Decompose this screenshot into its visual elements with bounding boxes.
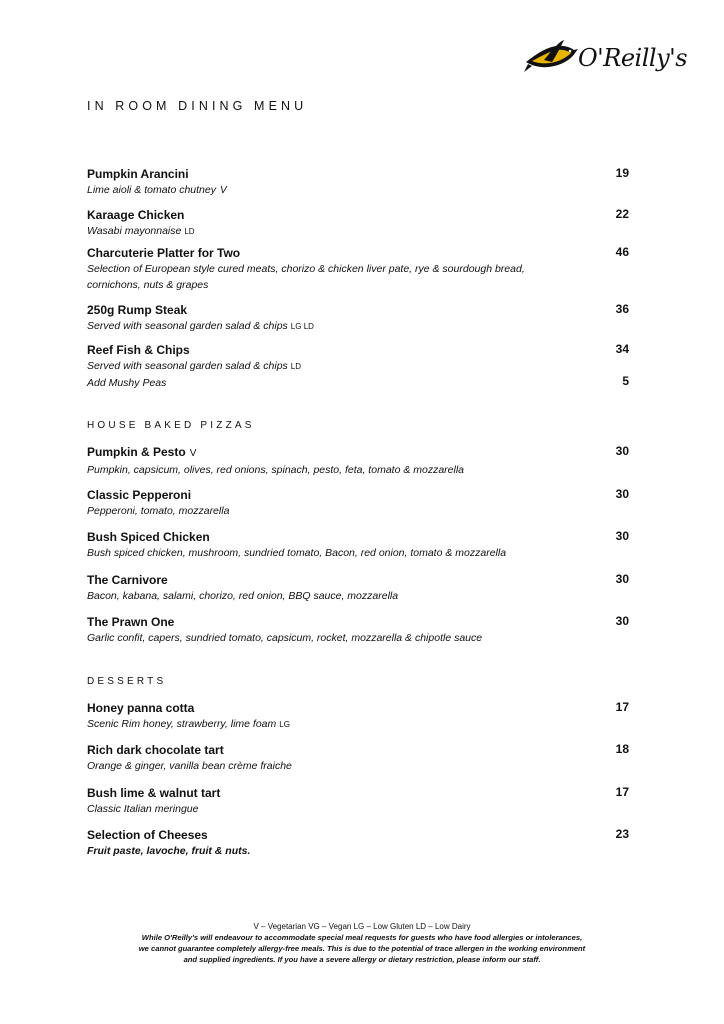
dietary-tag: LD bbox=[184, 227, 195, 236]
item-desc: Pumpkin, capsicum, olives, red onions, spinach, pesto, feta, tomato & mozzarella bbox=[87, 464, 465, 476]
item-desc: Selection of European style cured meats, chorizo & chicken liver pate, rye & sourdough bread, bbox=[87, 263, 525, 275]
item-name: 250g Rump Steak bbox=[87, 303, 188, 317]
item-name: Pumpkin & Pesto V bbox=[87, 445, 197, 459]
allergy-disclaimer-line: While O'Reilly's will endeavour to accommodate special meal requests for guests who have food allergies or intolerances, bbox=[141, 933, 583, 942]
item-desc-continued: cornichons, nuts & grapes bbox=[87, 279, 209, 291]
item-price: 36 bbox=[615, 302, 629, 316]
bird-icon bbox=[524, 38, 580, 78]
item-price: 19 bbox=[615, 166, 629, 180]
item-desc: Bacon, kabana, salami, chorizo, red onion, BBQ sauce, mozzarella bbox=[87, 590, 399, 602]
dessert-item bbox=[87, 827, 629, 859]
allergy-disclaimer-line: and supplied ingredients. If you have a severe allergy or dietary restriction, please inform our staff. bbox=[183, 955, 541, 964]
item-name: Pumpkin Arancini bbox=[87, 167, 189, 181]
item-desc: Pepperoni, tomato, mozzarella bbox=[87, 505, 230, 517]
pizza-item bbox=[87, 444, 629, 478]
pizza-item bbox=[87, 572, 629, 604]
dietary-legend: V – Vegetarian VG – Vegan LG – Low Gluten LD – Low Dairy bbox=[253, 922, 471, 931]
item-name: Bush Spiced Chicken bbox=[87, 530, 210, 544]
item-name: Classic Pepperoni bbox=[87, 488, 192, 502]
item-name: Charcuterie Platter for Two bbox=[87, 246, 241, 260]
menu-item bbox=[87, 166, 629, 199]
item-name: Honey panna cotta bbox=[87, 701, 195, 715]
item-desc: Classic Italian meringue bbox=[87, 803, 199, 815]
item-price: 22 bbox=[615, 207, 629, 221]
pizza-item bbox=[87, 614, 629, 646]
item-name: The Carnivore bbox=[87, 573, 168, 587]
brand-name: O'Reilly's bbox=[578, 44, 688, 72]
menu-item bbox=[87, 245, 629, 293]
item-price: 30 bbox=[615, 572, 629, 586]
item-name: Bush lime & walnut tart bbox=[87, 786, 221, 800]
item-name: Selection of Cheeses bbox=[87, 828, 208, 842]
addon-price: 5 bbox=[622, 374, 629, 388]
pizza-item bbox=[87, 487, 629, 519]
dietary-tag: LG bbox=[279, 720, 290, 729]
item-name: Rich dark chocolate tart bbox=[87, 743, 224, 757]
item-desc: Lime aioli & tomato chutney V bbox=[87, 184, 227, 196]
item-desc: Orange & ginger, vanilla bean crème fraiche bbox=[87, 760, 292, 772]
item-desc: Garlic confit, capers, sundried tomato, capsicum, rocket, mozzarella & chipotle sauce bbox=[87, 632, 483, 644]
item-desc: Served with seasonal garden salad & chips LD bbox=[87, 360, 302, 372]
dietary-tag: LG LD bbox=[290, 322, 314, 331]
item-price: 30 bbox=[615, 444, 629, 458]
dietary-tag: V bbox=[189, 448, 197, 459]
allergy-disclaimer-line: we cannot guarantee completely allergy-free meals. This is due to the potential of trace allergen in the working environment bbox=[138, 944, 586, 953]
menu-item bbox=[87, 207, 629, 240]
item-price: 30 bbox=[615, 614, 629, 628]
dessert-item bbox=[87, 785, 629, 817]
item-price: 17 bbox=[615, 785, 629, 799]
item-addon: Add Mushy Peas bbox=[87, 377, 167, 389]
item-price: 23 bbox=[615, 827, 629, 841]
item-name: Karaage Chicken bbox=[87, 208, 185, 222]
item-desc: Bush spiced chicken, mushroom, sundried tomato, Bacon, red onion, tomato & mozzarella bbox=[87, 547, 507, 559]
brand-logo bbox=[524, 34, 688, 86]
item-desc: Scenic Rim honey, strawberry, lime foam LG bbox=[87, 718, 290, 730]
section-heading-desserts: DESSERTS bbox=[87, 676, 167, 687]
menu-item bbox=[87, 342, 629, 391]
item-price: 18 bbox=[615, 742, 629, 756]
item-price: 46 bbox=[615, 245, 629, 259]
page-title: IN ROOM DINING MENU bbox=[87, 99, 308, 113]
item-desc: Wasabi mayonnaise LD bbox=[87, 225, 195, 237]
item-price: 30 bbox=[615, 529, 629, 543]
pizza-item bbox=[87, 529, 629, 561]
footer bbox=[92, 921, 632, 965]
item-desc: Fruit paste, lavoche, fruit & nuts. bbox=[87, 845, 251, 857]
item-desc: Served with seasonal garden salad & chips LG LD bbox=[87, 320, 314, 332]
dietary-tag: LD bbox=[290, 362, 302, 371]
item-price: 17 bbox=[615, 700, 629, 714]
section-heading-pizzas: HOUSE BAKED PIZZAS bbox=[87, 420, 255, 431]
item-name: Reef Fish & Chips bbox=[87, 343, 190, 357]
menu-item bbox=[87, 302, 629, 335]
dietary-tag: V bbox=[219, 185, 227, 196]
dessert-item bbox=[87, 742, 629, 774]
item-name: The Prawn One bbox=[87, 615, 175, 629]
item-price: 30 bbox=[615, 487, 629, 501]
item-price: 34 bbox=[615, 342, 629, 356]
dessert-item bbox=[87, 700, 629, 733]
